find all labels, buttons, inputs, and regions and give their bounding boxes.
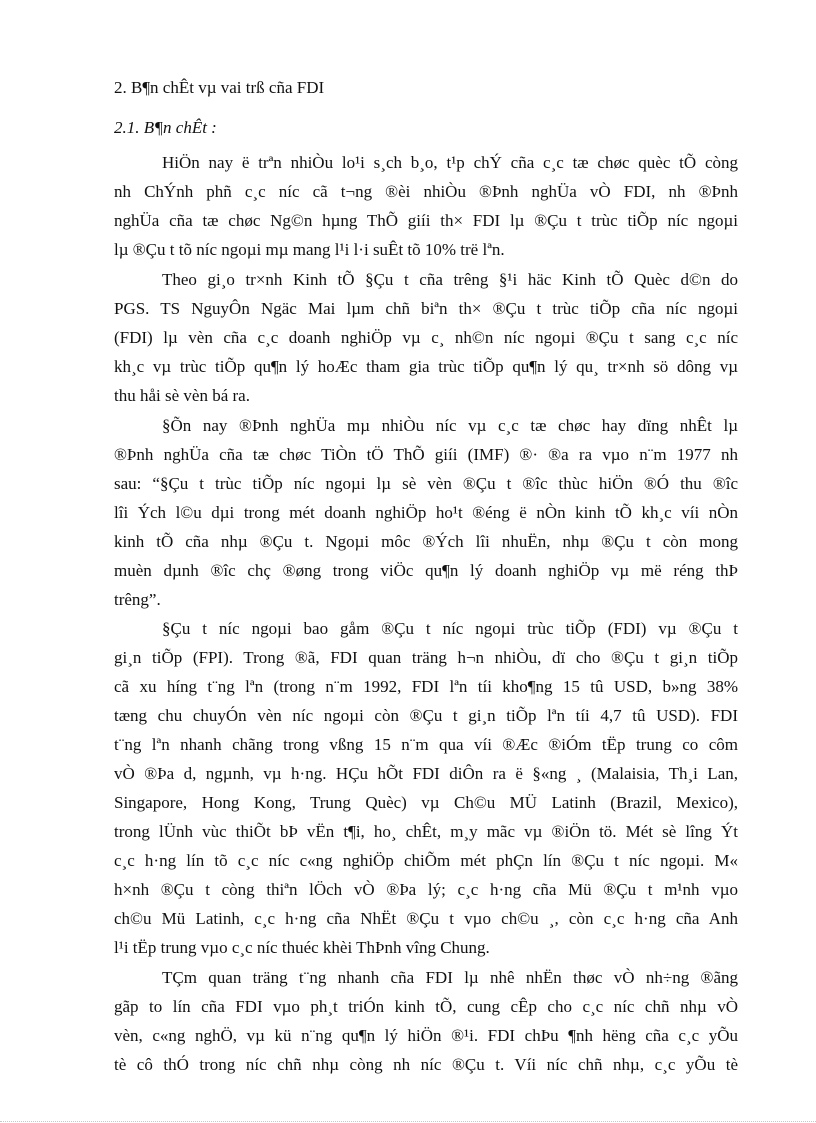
page-bottom-border	[0, 1121, 816, 1122]
paragraph-5-line-1: TÇm quan träng t¨ng nhanh cña FDI lµ nhê nhËn thøc vÒ nh÷ng ®ãng	[162, 968, 738, 987]
paragraph-4-line-6: vÒ ®Þa d, ngµnh, vµ h·ng. HÇu hÕt FDI diÔn ra ë §«ng ¸ (Malaisia, Th¸i Lan,	[114, 764, 738, 783]
paragraph-5-line-4: tè cô thÓ trong níc chñ nhµ còng nh níc ®Çu t. Víi níc chñ nhµ, c¸c yÕu tè	[114, 1055, 738, 1074]
paragraph-5-line-2: gãp to lín cña FDI vµo ph¸t triÓn kinh tÕ, cung cÊp cho c¸c níc chñ nhµ vÒ	[114, 997, 738, 1016]
paragraph-4-line-2: gi¸n tiÕp (FPI). Trong ®ã, FDI quan träng h¬n nhiÒu, dï cho ®Çu t gi¸n tiÕp	[114, 648, 738, 667]
paragraph-4-line-9: c¸c h·ng lín tõ c¸c níc c«ng nghiÖp chiÕm mét phÇn lín ®Çu t níc ngoµi. M«	[114, 851, 738, 870]
paragraph-4-line-11: ch©u Mü Latinh, c¸c h·ng cña NhËt ®Çu t vµo ch©u ¸, còn c¸c h·ng cña Anh	[114, 909, 738, 928]
paragraph-4-line-8: trong lÜnh vùc thiÕt bÞ vËn t¶i, ho¸ chÊt, m¸y mãc vµ ®iÖn tö. Mét sè lîng Ýt	[114, 822, 738, 841]
paragraph-2-line-5: thu håi sè vèn bá ra.	[114, 386, 250, 405]
paragraph-1-line-4: lµ ®Çu t tõ níc ngoµi mµ mang l¹i l·i suÊt tõ 10% trë lªn.	[114, 240, 505, 259]
paragraph-2-line-4: kh¸c vµ trùc tiÕp qu¶n lý hoÆc tham gia trùc tiÕp qu¶n lý qu¸ tr×nh sö dông vµ	[114, 357, 738, 376]
paragraph-3-line-5: kinh tÕ cña nhµ ®Çu t. Ngoµi môc ®Ých lîi nhuËn, nhµ ®Çu t còn mong	[114, 532, 738, 551]
paragraph-3-line-1: §Õn nay ®Þnh nghÜa mµ nhiÒu níc vµ c¸c tæ chøc hay dïng nhÊt lµ	[162, 416, 738, 435]
paragraph-3-line-7: trêng”.	[114, 590, 161, 609]
paragraph-3-line-3: sau: “§Çu t trùc tiÕp níc ngoµi lµ sè vèn ®Çu t ®îc thùc hiÖn ®Ó thu ®îc	[114, 474, 738, 493]
paragraph-3-line-4: lîi Ých l©u dµi trong mét doanh nghiÖp ho¹t ®éng ë nÒn kinh tÕ kh¸c víi nÒn	[114, 503, 738, 522]
paragraph-3-line-6: muèn dµnh ®îc chç ®øng trong viÖc qu¶n lý doanh nghiÖp vµ më réng thÞ	[114, 561, 738, 580]
paragraph-4-line-12: l¹i tËp trung vµo c¸c níc thuéc khèi ThÞnh vîng Chung.	[114, 938, 490, 957]
paragraph-2-line-3: (FDI) lµ vèn cña c¸c doanh nghiÖp vµ c¸ nh©n níc ngoµi ®Çu t sang c¸c níc	[114, 328, 738, 347]
paragraph-5-line-3: vèn, c«ng nghÖ, vµ kü n¨ng qu¶n lý hiÖn ®¹i. FDI chÞu ¶nh hëng cña c¸c yÕu	[114, 1026, 738, 1045]
paragraph-4-line-10: h×nh ®Çu t còng thiªn lÖch vÒ ®Þa lý; c¸c h·ng cña Mü ®Çu t m¹nh vµo	[114, 880, 738, 899]
paragraph-3-line-2: ®Þnh nghÜa cña tæ chøc TiÒn tÖ ThÕ giíi (IMF) ®· ®a ra vµo n¨m 1977 nh	[114, 445, 738, 464]
paragraph-1-line-2: nh ChÝnh phñ c¸c níc cã t¬ng ®èi nhiÒu ®Þnh nghÜa vÒ FDI, nh ®Þnh	[114, 182, 738, 201]
paragraph-4-line-5: t¨ng lªn nhanh chãng trong vßng 15 n¨m qua víi ®Æc ®iÓm tËp trung co côm	[114, 735, 738, 754]
paragraph-4-line-4: tæng chu chuyÓn vèn níc ngoµi còn ®Çu t gi¸n tiÕp lªn tíi 4,7 tû USD). FDI	[114, 706, 738, 725]
section-heading: 2. B¶n chÊt vµ vai trß cña FDI	[114, 78, 325, 97]
subsection-heading: 2.1. B¶n chÊt :	[114, 118, 217, 137]
paragraph-4-line-1: §Çu t níc ngoµi bao gåm ®Çu t níc ngoµi trùc tiÕp (FDI) vµ ®Çu t	[162, 619, 738, 638]
paragraph-2-line-1: Theo gi¸o tr×nh Kinh tÕ §Çu t cña trêng §¹i häc Kinh tÕ Quèc d©n do	[162, 270, 738, 289]
paragraph-2-line-2: PGS. TS NguyÔn Ngäc Mai lµm chñ biªn th× ®Çu t trùc tiÕp cña níc ngoµi	[114, 299, 738, 318]
paragraph-1-line-1: HiÖn nay ë trªn nhiÒu lo¹i s¸ch b¸o, t¹p chÝ cña c¸c tæ chøc quèc tÕ còng	[162, 153, 738, 172]
paragraph-4-line-3: cã xu híng t¨ng lªn (trong n¨m 1992, FDI lªn tíi kho¶ng 15 tû USD, b»ng 38%	[114, 677, 738, 696]
paragraph-1-line-3: nghÜa cña tæ chøc Ng©n hµng ThÕ giíi th× FDI lµ ®Çu t trùc tiÕp níc ngoµi	[114, 211, 738, 230]
paragraph-4-line-7: Singapore, Hong Kong, Trung Quèc) vµ Ch©u MÜ Latinh (Brazil, Mexico),	[114, 793, 738, 812]
